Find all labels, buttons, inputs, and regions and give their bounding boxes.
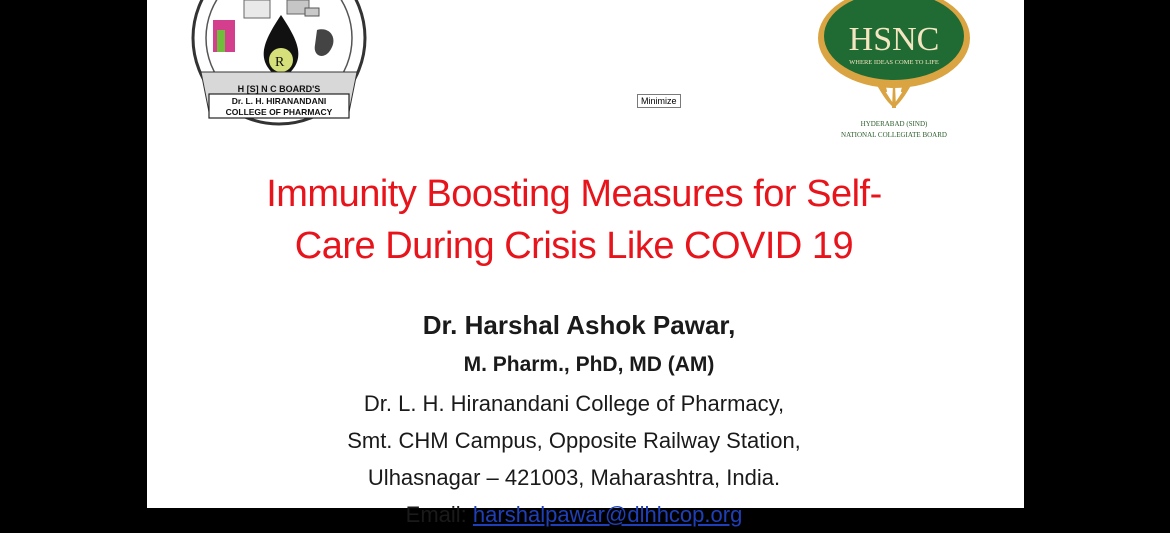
email-line <box>139 496 1009 533</box>
presentation-slide <box>147 0 1024 527</box>
email-label: Email: <box>405 502 473 527</box>
email-link[interactable]: harshalpawar@dlhhcop.org <box>472 502 743 527</box>
logo-left-line1: H [S] N C BOARD'S <box>237 84 321 94</box>
rx-symbol: R <box>275 55 285 70</box>
author-name: Dr. Harshal Ashok Pawar, <box>422 310 736 340</box>
slide-title <box>139 168 1009 272</box>
hsnc-name: HSNC <box>848 21 940 58</box>
hsnc-sub2: NATIONAL COLLEGIATE BOARD <box>841 131 947 139</box>
address-line-3: Ulhasnagar – 421003, Maharashtra, India. <box>367 465 781 490</box>
address-line-1: Dr. L. H. Hiranandani College of Pharmacy, <box>363 391 785 416</box>
logo-left-line2: Dr. L. H. HIRANANDANI <box>231 96 327 106</box>
logo-left-line3: COLLEGE OF PHARMACY <box>225 107 333 117</box>
college-of-pharmacy-logo <box>189 0 369 130</box>
hsnc-logo <box>815 0 975 145</box>
author-block <box>139 305 1009 533</box>
hsnc-sub1: HYDERABAD (SIND) <box>860 120 928 128</box>
slide-title-line1: Immunity Boosting Measures for Self- <box>266 173 882 215</box>
slide-title-line2: Care During Crisis Like COVID 19 <box>294 225 854 267</box>
address-line-2: Smt. CHM Campus, Opposite Railway Station, <box>347 428 801 453</box>
author-qualifications: M. Pharm., PhD, MD (AM) <box>463 353 715 376</box>
minimize-button[interactable]: Minimize <box>637 94 681 108</box>
hsnc-laurel-icon <box>875 80 913 108</box>
hsnc-tagline: WHERE IDEAS COME TO LIFE <box>849 59 939 66</box>
